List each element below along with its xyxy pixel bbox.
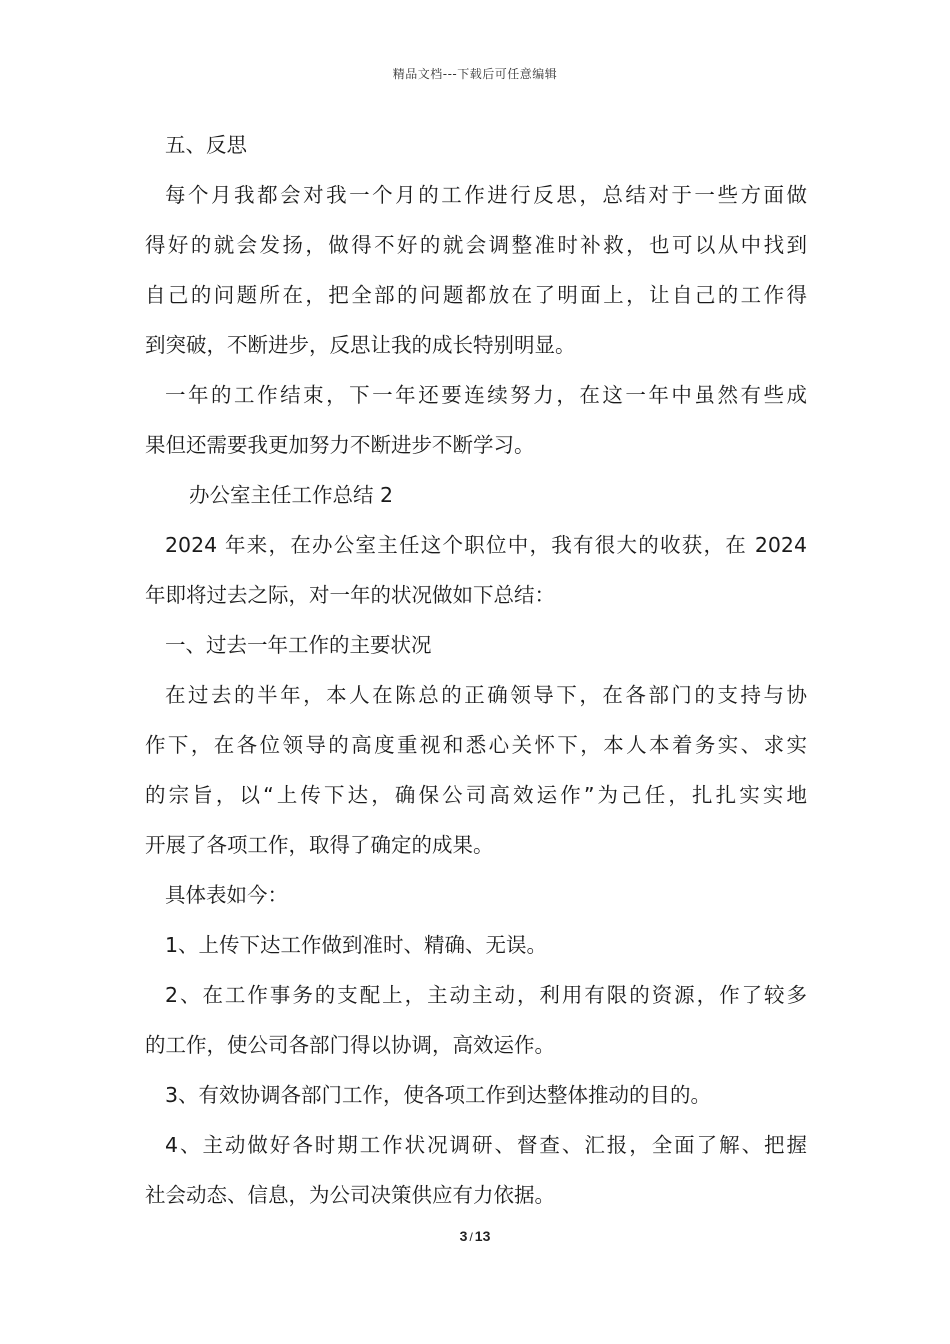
section-heading-overview: 一、过去一年工作的主要状况	[165, 633, 432, 657]
paragraph-line: 一年的工作结束，下一年还要连续努力，在这一年中虽然有些成	[165, 383, 807, 407]
current-page: 3	[459, 1228, 468, 1244]
list-item: 4、主动做好各时期工作状况调研、督查、汇报，全面了解、把握	[165, 1133, 807, 1157]
list-item-continued: 社会动态、信息，为公司决策供应有力依据。	[145, 1183, 555, 1207]
total-pages: 13	[474, 1228, 491, 1244]
list-item-continued: 的工作，使公司各部门得以协调，高效运作。	[145, 1033, 555, 1057]
paragraph-line: 的宗旨，以“上传下达，确保公司高效运作”为己任，扎扎实实地	[145, 783, 807, 807]
document-subtitle: 办公室主任工作总结 2	[189, 483, 394, 507]
paragraph-line: 得好的就会发扬，做得不好的就会调整准时补救，也可以从中找到	[145, 233, 807, 257]
paragraph-line: 2024 年来，在办公室主任这个职位中，我有很大的收获，在 2024	[165, 533, 807, 557]
list-item: 3、有效协调各部门工作，使各项工作到达整体推动的目的。	[165, 1083, 712, 1107]
page-header-note: 精品文档---下载后可任意编辑	[392, 67, 558, 81]
paragraph-line: 自己的问题所在，把全部的问题都放在了明面上，让自己的工作得	[145, 283, 807, 307]
list-item: 2、在工作事务的支配上，主动主动，利用有限的资源，作了较多	[165, 983, 807, 1007]
paragraph-line: 作下，在各位领导的高度重视和悉心关怀下，本人本着务实、求实	[145, 733, 807, 757]
page-separator: /	[469, 1230, 473, 1244]
paragraph-line: 果但还需要我更加努力不断进步不断学习。	[145, 433, 535, 457]
paragraph-line: 每个月我都会对我一个月的工作进行反思，总结对于一些方面做	[165, 183, 807, 207]
list-item: 1、上传下达工作做到准时、精确、无误。	[165, 933, 548, 957]
paragraph-line: 年即将过去之际，对一年的状况做如下总结：	[145, 583, 555, 607]
section-heading-reflection: 五、反思	[165, 133, 247, 157]
paragraph-line: 到突破，不断进步，反思让我的成长特别明显。	[145, 333, 576, 357]
paragraph-line: 在过去的半年，本人在陈总的正确领导下，在各部门的支持与协	[165, 683, 807, 707]
document-body	[145, 120, 807, 1220]
page-number	[0, 1226, 950, 1247]
paragraph-line: 开展了各项工作，取得了确定的成果。	[145, 833, 494, 857]
paragraph-line: 具体表如今：	[165, 883, 288, 907]
